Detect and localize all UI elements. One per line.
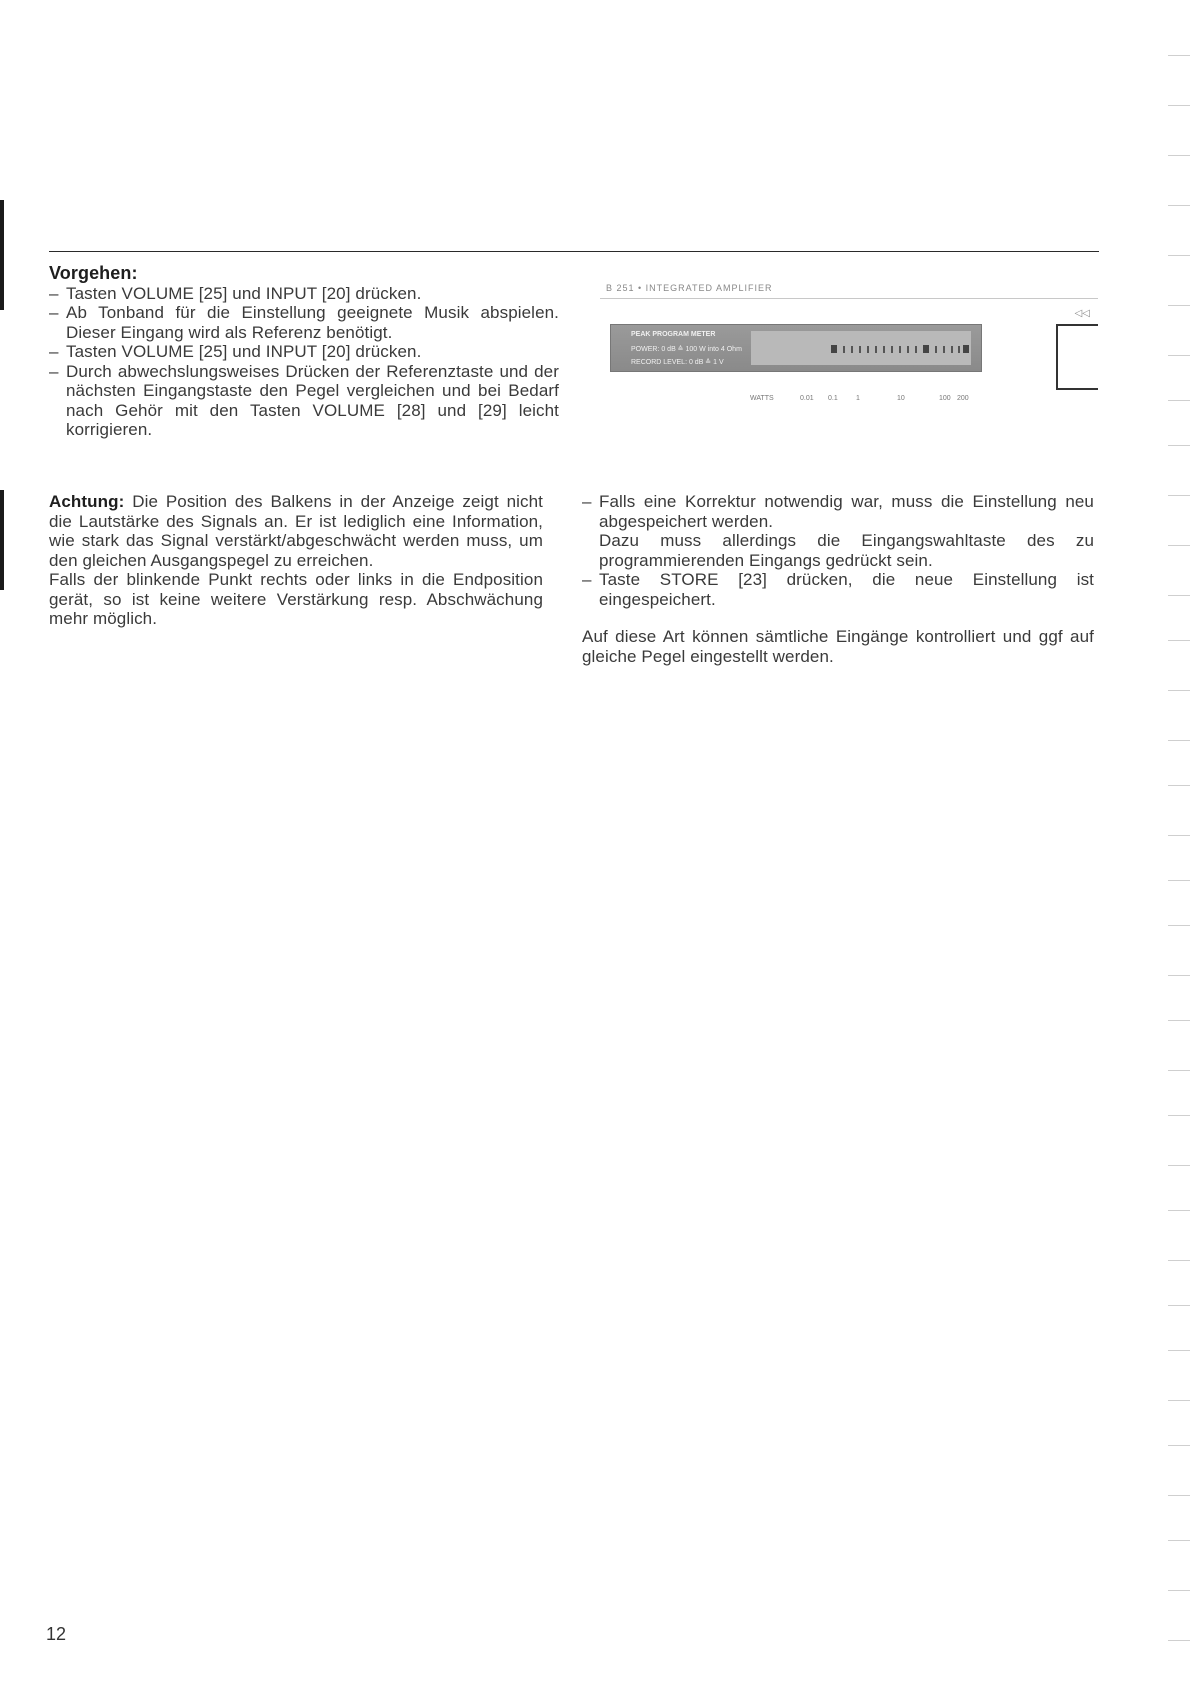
store-step: – Taste STORE [23] drücken, die neue Einstellung ist eingespeichert. xyxy=(582,570,1094,609)
procedure-section xyxy=(49,264,559,440)
amplifier-illustration xyxy=(600,272,1098,414)
amplifier-title: B 251 • INTEGRATED AMPLIFIER xyxy=(606,283,773,293)
page-number: 12 xyxy=(46,1624,67,1644)
procedure-step: – Tasten VOLUME [25] und INPUT [20] drücken. xyxy=(49,283,422,303)
scale-label: 1 xyxy=(856,395,860,402)
scale-label: 100 xyxy=(939,395,951,402)
rewind-icon: ◁◁ xyxy=(1074,308,1090,319)
level-meter-display xyxy=(751,331,971,365)
amplifier-top-edge xyxy=(600,298,1098,299)
scale-label: 10 xyxy=(897,395,905,402)
meter-legend-line: PEAK PROGRAM METER xyxy=(631,331,716,338)
procedure-step: – Durch abwechslungsweises Drücken der Referenztaste und der nächsten Eingangstaste den Pegel vergleichen und bei Bedarf nach Gehör mit den Tasten VOLUME [28] und [29] leicht korrigieren. xyxy=(49,361,559,439)
page-edge-ticks xyxy=(1160,40,1190,1680)
amplifier-door xyxy=(1056,324,1098,390)
scale-label: 0.1 xyxy=(828,395,838,402)
scale-label: 0.01 xyxy=(800,395,814,402)
procedure-step: – Tasten VOLUME [25] und INPUT [20] drücken. xyxy=(49,342,422,361)
meter-marker xyxy=(923,345,929,353)
correction-step: – Falls eine Korrektur notwendig war, muss die Einstellung neu abgespeichert werden. Dazu muss allerdings die Eingangswahltaste des zu programmierenden Eingangs gedrückt sein. xyxy=(582,492,1094,570)
meter-legend-line: POWER: 0 dB ≙ 100 W into 4 Ohm xyxy=(631,346,742,353)
peak-meter-panel xyxy=(610,324,982,372)
binder-mark xyxy=(0,490,4,590)
procedure-heading: Vorgehen: xyxy=(49,263,138,283)
section-rule xyxy=(49,251,1099,252)
scale-label: WATTS xyxy=(750,395,774,402)
binder-mark xyxy=(0,200,4,310)
meter-marker xyxy=(963,345,969,353)
right-column xyxy=(582,492,1094,666)
closing-paragraph: Auf diese Art können sämtliche Eingänge kontrolliert und ggf auf gleiche Pegel eingestellt werden. xyxy=(582,627,1094,666)
warning-text: Die Position des Balkens in der Anzeige zeigt nicht die Lautstärke des Signals an. Er ist lediglich eine Information, wie stark das Signal verstärkt/abgeschwächt werden muss, um den gleichen Ausgangspegel zu erreichen. xyxy=(49,492,543,570)
scale-label: 200 xyxy=(957,395,969,402)
warning-label: Achtung: xyxy=(49,492,125,511)
meter-marker xyxy=(831,345,837,353)
procedure-step: – Ab Tonband für die Einstellung geeignete Musik abspielen. Dieser Eingang wird als Referenz benötigt. xyxy=(49,303,559,342)
warning-text-2: Falls der blinkende Punkt rechts oder links in die Endposition gerät, so ist keine weitere Verstärkung resp. Abschwächung mehr möglich. xyxy=(49,570,543,628)
meter-legend-line: RECORD LEVEL: 0 dB ≙ 1 V xyxy=(631,359,724,366)
meter-legend xyxy=(625,325,753,371)
warning-note xyxy=(49,492,543,629)
